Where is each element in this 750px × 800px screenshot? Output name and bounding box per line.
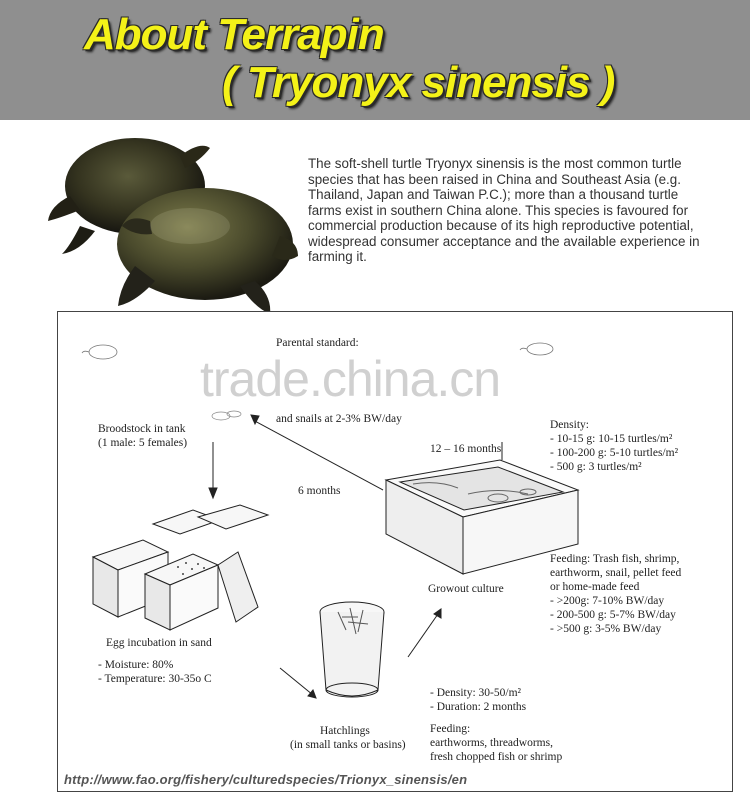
egg-moisture-label: - Moisture: 80% bbox=[98, 659, 174, 671]
hatchling-feeding-line-2: fresh chopped fish or shrimp bbox=[430, 751, 563, 763]
density-item-3: - 500 g: 3 turtles/m² bbox=[550, 461, 642, 473]
hatchling-bucket-icon bbox=[320, 602, 384, 697]
page-title: About Terrapin bbox=[84, 10, 384, 59]
turtle-photo bbox=[40, 126, 300, 316]
hatchling-density-label: - Density: 30-50/m² bbox=[430, 687, 521, 699]
lifecycle-diagram bbox=[57, 311, 733, 792]
broodstock-turtles-icon bbox=[212, 411, 241, 420]
turtle-front-icon bbox=[117, 188, 298, 314]
arrow-hatchlings-to-growout bbox=[408, 614, 438, 657]
arrow-eggs-to-hatchlings bbox=[280, 668, 313, 695]
hatchlings-location-label: (in small tanks or basins) bbox=[290, 739, 406, 751]
header-banner bbox=[0, 0, 750, 120]
snail-feeding-label: and snails at 2-3% BW/day bbox=[276, 413, 402, 425]
feeding-line-1: Feeding: Trash fish, shrimp, bbox=[550, 553, 680, 565]
six-months-label: 6 months bbox=[298, 485, 341, 497]
egg-incubation-boxes-icon bbox=[93, 505, 268, 630]
hatchling-feeding-title: Feeding: bbox=[430, 723, 471, 735]
feeding-line-5: - 200-500 g: 5-7% BW/day bbox=[550, 609, 676, 621]
hatchling-duration-label: - Duration: 2 months bbox=[430, 701, 527, 713]
egg-temperature-label: - Temperature: 30-35o C bbox=[98, 673, 212, 685]
hatchling-feeding-line-1: earthworms, threadworms, bbox=[430, 737, 553, 749]
feeding-line-2: earthworm, snail, pellet feed bbox=[550, 567, 682, 579]
intro-paragraph: The soft-shell turtle Tryonyx sinensis is the most common turtle species that has been raised in China and Southeast Asia (e.g. Thailand, Japan and Taiwan P.C.); more than a thousand turtle farms exist in southern China alone. This species is favoured for commercial production because of its high reproductive potential, widespread consumer acceptance and the available experience in farming it. bbox=[308, 156, 700, 264]
feeding-line-6: - >500 g: 3-5% BW/day bbox=[550, 623, 662, 635]
turtle-sketch-left-icon bbox=[82, 345, 117, 359]
feeding-line-4: - >200g: 7-10% BW/day bbox=[550, 595, 665, 607]
density-title: Density: bbox=[550, 419, 589, 431]
egg-incubation-label: Egg incubation in sand bbox=[106, 637, 212, 649]
broodstock-label: Broodstock in tank bbox=[98, 423, 186, 435]
hatchlings-label: Hatchlings bbox=[320, 725, 370, 737]
page-subtitle: ( Tryonyx sinensis ) bbox=[222, 58, 615, 107]
density-item-1: - 10-15 g: 10-15 turtles/m² bbox=[550, 433, 673, 445]
source-url: http://www.fao.org/fishery/culturedspecies/Trionyx_sinensis/en bbox=[64, 772, 468, 787]
turtle-sketch-right-icon bbox=[520, 343, 553, 355]
density-item-2: - 100-200 g: 5-10 turtles/m² bbox=[550, 447, 679, 459]
parental-standard-label: Parental standard: bbox=[276, 337, 359, 349]
watermark-text: trade.china.cn bbox=[200, 351, 501, 407]
arrow-growout-to-broodstock bbox=[253, 420, 383, 490]
growout-label: Growout culture bbox=[428, 583, 504, 595]
broodstock-ratio-label: (1 male: 5 females) bbox=[98, 437, 188, 449]
twelve-sixteen-months-label: 12 – 16 months bbox=[430, 443, 502, 455]
feeding-line-3: or home-made feed bbox=[550, 581, 640, 593]
